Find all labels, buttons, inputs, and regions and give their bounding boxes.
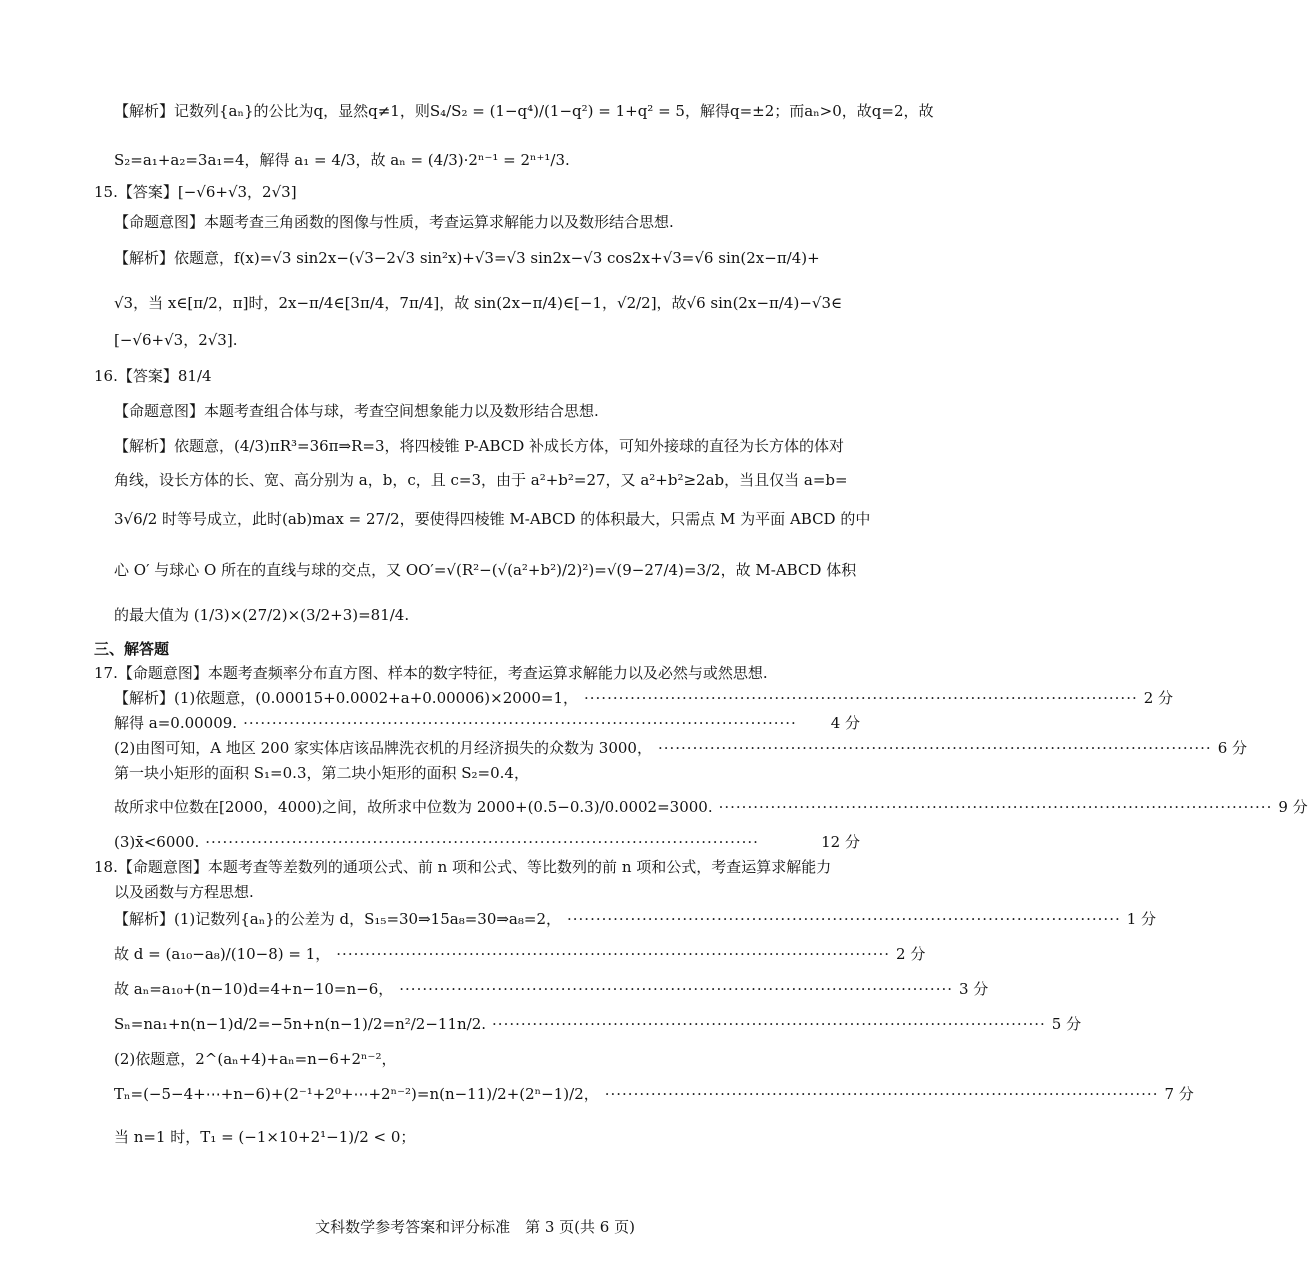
q18-intent-line1: 18.【命题意图】本题考查等差数列的通项公式、前 n 项和公式、等比数列的前 n 项和公式，考查运算求解能力 [94,858,832,876]
step-score: 9 分 [1278,798,1308,816]
step-score: 1 分 [1126,910,1157,928]
q16-analysis-line5: 的最大值为 (1/3)×(27/2)×(3/2+3)=81/4. [114,606,410,624]
q18-case-n1: 当 n=1 时，T₁ = (−1×10+2¹−1)/2 < 0； [114,1128,416,1146]
q17-step-3 [114,738,1248,758]
step-text: 故 aₙ=a₁₀+(n−10)d=4+n−10=n−6， [114,980,394,998]
step-score: 4 分 [830,714,860,732]
leader-dots: ································································································ [657,739,1212,757]
leader-dots: ································································································ [243,714,797,732]
q17-step-5 [114,832,860,852]
q15-answer: 15.【答案】[−√6+√3，2√3] [94,183,297,201]
q17-intent: 17.【命题意图】本题考查频率分布直方图、样本的数字特征，考查运算求解能力以及必然与或然思想. [94,664,768,682]
page-footer: 文科数学参考答案和评分标准 第 3 页(共 6 页) [315,1218,635,1236]
q17-step-4 [114,797,1308,817]
q14-analysis-line1: 【解析】记数列{aₙ}的公比为q，显然q≠1，则S₄/S₂ = (1−q⁴)/(1−q²) = 1+q² = 5，解得q=±2；而aₙ>0，故q=2，故 [114,102,934,120]
q15-analysis-line2: √3，当 x∈[π/2，π]时，2x−π/4∈[3π/4，7π/4]，故 sin(2x−π/4)∈[−1，√2/2]，故√6 sin(2x−π/4)−√3∈ [114,294,843,312]
step-score: 6 分 [1217,739,1248,757]
step-score: 5 分 [1051,1015,1082,1033]
step-text: 解得 a=0.00009. [114,714,238,732]
q17-rect-areas: 第一块小矩形的面积 S₁=0.3，第二块小矩形的面积 S₂=0.4， [114,764,529,782]
step-text: 故 d = (a₁₀−a₈)/(10−8) = 1， [114,945,331,963]
q16-analysis-line4: 心 O′ 与球心 O 所在的直线与球的交点，又 OO′=√(R²−(√(a²+b²)/2)²)=√(9−27/4)=3/2，故 M-ABCD 体积 [114,561,857,579]
q14-analysis-line2: S₂=a₁+a₂=3a₁=4，解得 a₁ = 4/3，故 aₙ = (4/3)·2ⁿ⁻¹ = 2ⁿ⁺¹/3. [114,151,570,169]
step-text: Tₙ=(−5−4+⋯+n−6)+(2⁻¹+2⁰+⋯+2ⁿ⁻²)=n(n−11)/2+(2ⁿ−1)/2， [114,1085,599,1103]
leader-dots: ································································································ [336,945,891,963]
step-text: 【解析】(1)依题意，(0.00015+0.0002+a+0.00006)×2000=1， [114,689,578,707]
q16-analysis-line1: 【解析】依题意，(4/3)πR³=36π⇒R=3，将四棱锥 P-ABCD 补成长方体，可知外接球的直径为长方体的体对 [114,437,845,455]
step-text: (3)x̄<6000. [114,833,200,851]
step-text: Sₙ=na₁+n(n−1)d/2=−5n+n(n−1)/2=n²/2−11n/2. [114,1015,487,1033]
q18-part2-intro: (2)依题意，2^(aₙ+4)+aₙ=n−6+2ⁿ⁻²， [114,1050,397,1068]
q15-analysis-line3: [−√6+√3，2√3]. [114,331,238,349]
q18-intent-line2: 以及函数与方程思想. [114,883,254,901]
leader-dots: ································································································ [492,1015,1046,1033]
leader-dots: ································································································ [567,910,1121,928]
leader-dots: ································································································ [584,689,1138,707]
q15-intent: 【命题意图】本题考查三角函数的图像与性质，考查运算求解能力以及数形结合思想. [114,213,674,231]
step-text: 【解析】(1)记数列{aₙ}的公差为 d，S₁₅=30⇒15a₈=30⇒a₈=2， [114,910,561,928]
q18-step-4 [114,1014,1082,1034]
step-score: 12 分 [821,833,860,851]
q15-analysis-line1: 【解析】依题意，f(x)=√3 sin2x−(√3−2√3 sin²x)+√3=√3 sin2x−√3 cos2x+√3=√6 sin(2x−π/4)+ [114,249,820,267]
leader-dots: ································································································ [399,980,953,998]
step-score: 2 分 [896,945,926,963]
leader-dots: ································································································ [718,798,1273,816]
q16-intent: 【命题意图】本题考查组合体与球，考查空间想象能力以及数形结合思想. [114,402,599,420]
step-score: 3 分 [959,980,989,998]
q16-analysis-line3: 3√6/2 时等号成立，此时(ab)max = 27/2，要使得四棱锥 M-ABCD 的体积最大，只需点 M 为平面 ABCD 的中 [114,510,871,528]
leader-dots: ································································································ [205,833,759,851]
q17-step-1 [114,688,1174,708]
step-text: (2)由图可知，A 地区 200 家实体店该品牌洗衣机的月经济损失的众数为 3000， [114,739,652,757]
q18-step-2 [114,944,926,964]
step-text: 故所求中位数在[2000，4000)之间，故所求中位数为 2000+(0.5−0.3)/0.0002=3000. [114,798,713,816]
q18-step-3 [114,979,989,999]
q18-step-1 [114,909,1157,929]
q17-step-2 [114,713,860,733]
q16-answer: 16.【答案】81/4 [94,367,212,385]
section-heading: 三、解答题 [94,640,170,658]
step-score: 2 分 [1143,689,1174,707]
leader-dots: ································································································ [604,1085,1159,1103]
q16-analysis-line2: 角线，设长方体的长、宽、高分别为 a，b，c，且 c=3，由于 a²+b²=27，又 a²+b²≥2ab，当且仅当 a=b= [114,471,848,489]
step-score: 7 分 [1164,1085,1194,1103]
q18-step-5 [114,1084,1194,1104]
